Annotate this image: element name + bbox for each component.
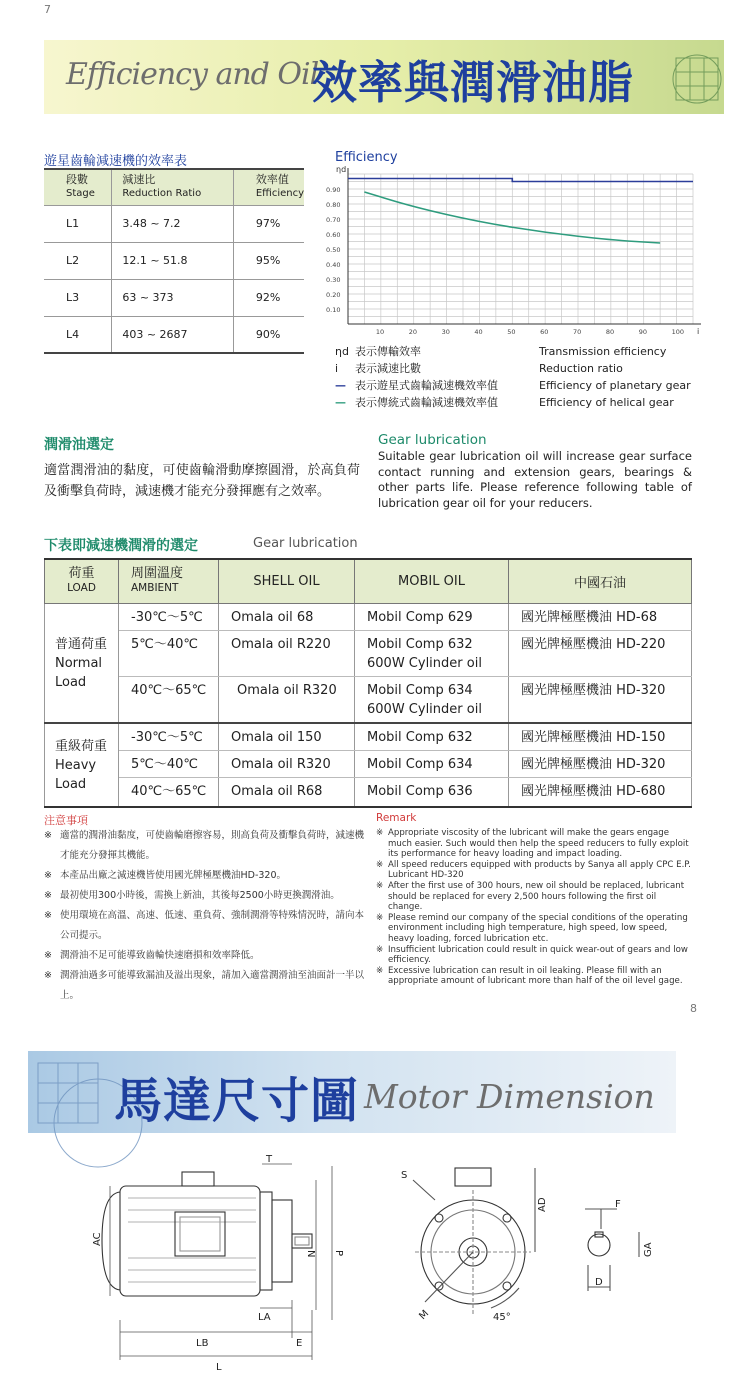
- ratio-cell: 12.1 ~ 51.8: [112, 242, 233, 279]
- dim-label-L: L: [216, 1362, 222, 1373]
- lubrication-text-en: Suitable gear lubrication oil will increase gear surface contact running and extension gears, bearings & other parts life. Please reference following table of lubrication gear oil for your reducers.: [378, 449, 692, 510]
- dim-label-AD: AD: [537, 1197, 548, 1212]
- motor-body: [120, 1186, 260, 1296]
- ratio-cell: 63 ~ 373: [112, 279, 233, 316]
- list-item: [376, 828, 692, 860]
- banner-title-en: Efficiency and Oil: [66, 57, 319, 92]
- shell-cell: Omala oil 150: [219, 723, 355, 751]
- cpc-cell: 國光牌極壓機油 HD-220: [509, 630, 692, 676]
- legend-mark-planetary: —: [335, 379, 346, 392]
- mobil-cell: Mobil Comp 632: [367, 636, 473, 652]
- mobil-cell: Mobil Comp 629: [355, 603, 509, 630]
- mobil-cell-2: 600W Cylinder oil: [367, 655, 482, 671]
- efficiency-chart: [318, 162, 708, 340]
- legend-en: Efficiency of planetary gear: [539, 379, 691, 392]
- eff-cell: 92%: [233, 279, 304, 316]
- cpc-cell: 國光牌極壓機油 HD-320: [509, 676, 692, 723]
- temp-cell: 5℃～40℃: [119, 630, 219, 676]
- banner-title-zh: 效率與潤滑油脂: [312, 56, 635, 109]
- note-text: 適當的潤滑油黏度，可使齒輪磨擦容易，則高負荷及衝擊負荷時，減速機才能充分發揮其機能。: [60, 830, 365, 861]
- ratio-cell: 403 ~ 2687: [112, 316, 233, 353]
- note-marker: ※: [376, 912, 384, 923]
- stage-cell: L2: [44, 242, 112, 279]
- eff-cell: 97%: [233, 205, 304, 242]
- ratio-cell: 3.48 ~ 7.2: [112, 205, 233, 242]
- dim-label-GA: GA: [643, 1242, 654, 1257]
- shell-cell: Omala oil R220: [219, 630, 355, 676]
- lub-table-title-zh: 下表即減速機潤滑的選定: [44, 538, 198, 554]
- note-marker: ※: [44, 910, 52, 921]
- compass-grid-icon: [666, 46, 722, 108]
- motor-dimension-banner: [28, 1051, 676, 1133]
- planetary-efficiency-line: [348, 179, 693, 182]
- legend-en: Transmission efficiency: [539, 345, 667, 358]
- x-tick-label: 20: [408, 328, 417, 336]
- header-mobil: MOBIL OIL: [355, 559, 509, 603]
- y-tick-label: 0.70: [326, 216, 341, 224]
- cpc-cell: 國光牌極壓機油 HD-680: [509, 777, 692, 807]
- header-ratio-en: Reduction Ratio: [122, 188, 202, 200]
- dim-label-S: S: [401, 1170, 408, 1181]
- page-number-top: 7: [44, 3, 51, 16]
- dim-label-M: M: [417, 1308, 432, 1323]
- list-item: [44, 866, 366, 886]
- load-en: Heavy: [55, 757, 97, 773]
- temp-cell: 40℃～65℃: [119, 676, 219, 723]
- notes-zh-title: 注意事項: [44, 814, 88, 827]
- efficiency-table-title: 遊星齒輪減速機的效率表: [44, 154, 188, 169]
- y-tick-label: 0.60: [326, 231, 341, 239]
- x-tick-label: 90: [638, 328, 647, 336]
- note-marker: ※: [376, 859, 384, 870]
- banner2-title-zh: 馬達尺寸圖: [114, 1073, 360, 1129]
- load-zh: 普通荷重: [55, 636, 108, 652]
- lubrication-title-en: Gear lubrication: [378, 432, 487, 448]
- table-header-row: [45, 559, 692, 603]
- y-tick-label: 0.50: [326, 246, 341, 254]
- cpc-cell: 國光牌極壓機油 HD-150: [509, 723, 692, 751]
- legend-en: Efficiency of helical gear: [539, 396, 674, 409]
- shell-cell: Omala oil R68: [219, 777, 355, 807]
- notes-zh-list: [44, 826, 366, 1006]
- header-ambient-en: AMBIENT: [131, 582, 179, 595]
- note-text: 使用環境在高溫、高速、低速、重負荷、強制潤滑等特殊情況時，請向本公司提示。: [60, 910, 365, 941]
- dim-label-P: P: [333, 1250, 344, 1257]
- header-load-en: LOAD: [67, 582, 96, 595]
- load-en: Load: [55, 674, 87, 690]
- terminal-box: [175, 1212, 225, 1256]
- load-zh: 重級荷重: [55, 738, 108, 754]
- note-marker: ※: [44, 870, 52, 881]
- shaft-end-detail-drawing: [575, 1195, 665, 1315]
- list-item: [376, 945, 692, 966]
- efficiency-table: [44, 168, 304, 354]
- header-shell: SHELL OIL: [219, 559, 355, 603]
- y-tick-label: 0.90: [326, 186, 341, 194]
- header-eff-en: Efficiency: [255, 188, 304, 200]
- x-tick-label: 60: [540, 328, 549, 336]
- x-tick-label: 70: [573, 328, 582, 336]
- table-row: [45, 630, 692, 676]
- temp-cell: 40℃～65℃: [119, 777, 219, 807]
- header-stage-zh: 段數: [66, 173, 88, 187]
- note-text: Insufficient lubrication could result in quick wear-out of gears and low efficiency.: [388, 944, 688, 966]
- note-marker: ※: [376, 828, 384, 838]
- temp-cell: -30℃～5℃: [119, 723, 219, 751]
- cpc-cell: 國光牌極壓機油 HD-68: [509, 603, 692, 630]
- header-ambient-zh: 周圍溫度: [131, 566, 184, 582]
- table-row: [44, 316, 304, 353]
- lub-table-title-en: Gear lubrication: [253, 536, 358, 551]
- table-row: [45, 723, 692, 751]
- table-row: [44, 279, 304, 316]
- note-text: All speed reducers equipped with products by Sanya all apply CPC E.P. Lubricant HD-320: [388, 859, 691, 881]
- dim-label-AC: AC: [92, 1232, 103, 1246]
- note-text: 本產品出廠之減速機皆使用國光牌極壓機油HD-320。: [60, 870, 287, 881]
- note-text: Appropriate viscosity of the lubricant will make the gears engage much easier. Such would then help the speed reducers to fully exploit its performance for heavy loading and impact loading.: [388, 828, 689, 860]
- legend-row: [335, 360, 705, 377]
- chart-legend: [335, 343, 705, 411]
- compass-grid-icon: [32, 1057, 104, 1129]
- header-load-zh: 荷重: [68, 566, 95, 582]
- note-marker: ※: [376, 880, 384, 891]
- list-item: [376, 913, 692, 945]
- legend-zh: 表示傳輸效率: [355, 345, 421, 358]
- list-item: [44, 946, 366, 966]
- lubrication-text-zh: 適當潤滑油的黏度，可使齒輪滑動摩擦圓滑，於高負荷及衝擊負荷時，減速機才能充分發揮應有之效率。: [44, 463, 360, 499]
- x-tick-label: 100: [671, 328, 684, 336]
- eye-bolt: [455, 1168, 491, 1186]
- note-text: 潤滑油不足可能導致齒輪快速磨損和效率降低。: [60, 950, 260, 961]
- note-marker: ※: [376, 944, 384, 955]
- legend-zh: 表示遊星式齒輪減速機效率值: [355, 379, 498, 392]
- page-number-middle: 8: [690, 1002, 697, 1015]
- cpc-cell: 國光牌極壓機油 HD-320: [509, 750, 692, 777]
- eff-cell: 90%: [233, 316, 304, 353]
- y-tick-label: 0.80: [326, 201, 341, 209]
- x-tick-label: 40: [474, 328, 483, 336]
- note-text: 最初使用300小時後，需換上新油，其後每2500小時更換潤滑油。: [60, 890, 340, 901]
- x-axis-label: i: [697, 327, 700, 336]
- stage-cell: L1: [44, 205, 112, 242]
- legend-zh: 表示減速比數: [355, 362, 421, 375]
- list-item: [376, 881, 692, 913]
- header-eff-zh: 效率值: [255, 173, 289, 187]
- list-item: [44, 906, 366, 946]
- note-text: Please remind our company of the special conditions of the operating environment including high temperature, high speed, low speed, heavy loading, forced lubrication etc.: [388, 912, 688, 944]
- header-stage-en: Stage: [66, 188, 95, 200]
- table-row: [45, 676, 692, 723]
- load-en: Normal: [55, 655, 103, 671]
- list-item: [44, 886, 366, 906]
- legend-mark: ηd: [335, 345, 349, 358]
- shell-cell: Omala oil R320: [219, 676, 355, 723]
- note-marker: ※: [44, 950, 52, 961]
- list-item: [44, 966, 366, 1006]
- temp-cell: -30℃～5℃: [119, 603, 219, 630]
- note-marker: ※: [376, 965, 384, 976]
- legend-row: [335, 343, 705, 360]
- eff-cell: 95%: [233, 242, 304, 279]
- table-row: [45, 603, 692, 630]
- note-text: Excessive lubrication can result in oil leaking. Please fill with an appropriate amount of lubricant more than half of the oil level gage.: [388, 965, 683, 987]
- mobil-cell: Mobil Comp 636: [355, 777, 509, 807]
- legend-en: Reduction ratio: [539, 362, 623, 375]
- dim-label-F: F: [615, 1199, 621, 1210]
- stage-cell: L3: [44, 279, 112, 316]
- table-row: [44, 205, 304, 242]
- mobil-cell: Mobil Comp 634: [367, 682, 473, 698]
- x-tick-label: 80: [605, 328, 615, 336]
- y-axis-label: ηd: [336, 165, 347, 174]
- list-item: [44, 826, 366, 866]
- table-row: [45, 750, 692, 777]
- shell-cell: Omala oil R320: [219, 750, 355, 777]
- note-text: After the first use of 300 hours, new oil should be replaced, lubricant should be replaced for every 2,500 hours following the first oil change.: [388, 880, 685, 913]
- y-tick-label: 0.40: [326, 261, 341, 269]
- mobil-cell-2: 600W Cylinder oil: [367, 701, 482, 717]
- dim-label-LA: LA: [258, 1312, 271, 1323]
- y-tick-label: 0.20: [326, 291, 341, 299]
- lubrication-table: [44, 558, 692, 808]
- header-cpc: 中國石油: [509, 559, 692, 603]
- x-tick-label: 10: [375, 328, 385, 336]
- notes-en-list: [376, 828, 692, 987]
- legend-mark-helical: —: [335, 396, 346, 409]
- banner2-title-en: Motor Dimension: [364, 1077, 655, 1116]
- dim-label-N: N: [305, 1250, 316, 1258]
- dim-label-T: T: [266, 1154, 273, 1165]
- lubrication-title-zh: 潤滑油選定: [44, 437, 114, 453]
- legend-zh: 表示傳統式齒輪減速機效率值: [355, 396, 498, 409]
- note-marker: ※: [44, 890, 52, 901]
- note-marker: ※: [44, 970, 52, 981]
- y-tick-label: 0.30: [326, 276, 341, 284]
- notes-en-title: Remark: [376, 812, 417, 824]
- legend-row: [335, 377, 705, 394]
- stage-cell: L4: [44, 316, 112, 353]
- mobil-cell: Mobil Comp 632: [355, 723, 509, 751]
- motor-front-view-drawing: [395, 1160, 555, 1330]
- note-marker: ※: [44, 830, 52, 841]
- dim-label-D: D: [595, 1277, 603, 1288]
- table-row: [45, 777, 692, 807]
- load-en: Load: [55, 776, 87, 792]
- shell-cell: Omala oil 68: [219, 603, 355, 630]
- x-tick-label: 50: [507, 328, 516, 336]
- header-ratio-zh: 減速比: [122, 173, 156, 187]
- legend-row: [335, 394, 705, 411]
- dim-label-angle: 45°: [493, 1312, 511, 1323]
- dim-label-E: E: [296, 1338, 303, 1349]
- efficiency-oil-banner: [44, 40, 724, 114]
- mobil-cell: Mobil Comp 634: [355, 750, 509, 777]
- table-row: [44, 242, 304, 279]
- y-tick-label: 0.10: [326, 306, 341, 314]
- temp-cell: 5℃～40℃: [119, 750, 219, 777]
- legend-mark: i: [335, 362, 339, 375]
- list-item: [376, 860, 692, 881]
- note-text: 潤滑油過多可能導致漏油及溢出現象，請加入適當潤滑油至油面計一半以上。: [60, 970, 365, 1001]
- dim-label-LB: LB: [196, 1338, 209, 1349]
- table-header-row: [44, 169, 304, 205]
- x-tick-label: 30: [441, 328, 450, 336]
- chart-title: Efficiency: [335, 150, 398, 165]
- list-item: [376, 966, 692, 987]
- motor-side-view-drawing: [80, 1154, 370, 1388]
